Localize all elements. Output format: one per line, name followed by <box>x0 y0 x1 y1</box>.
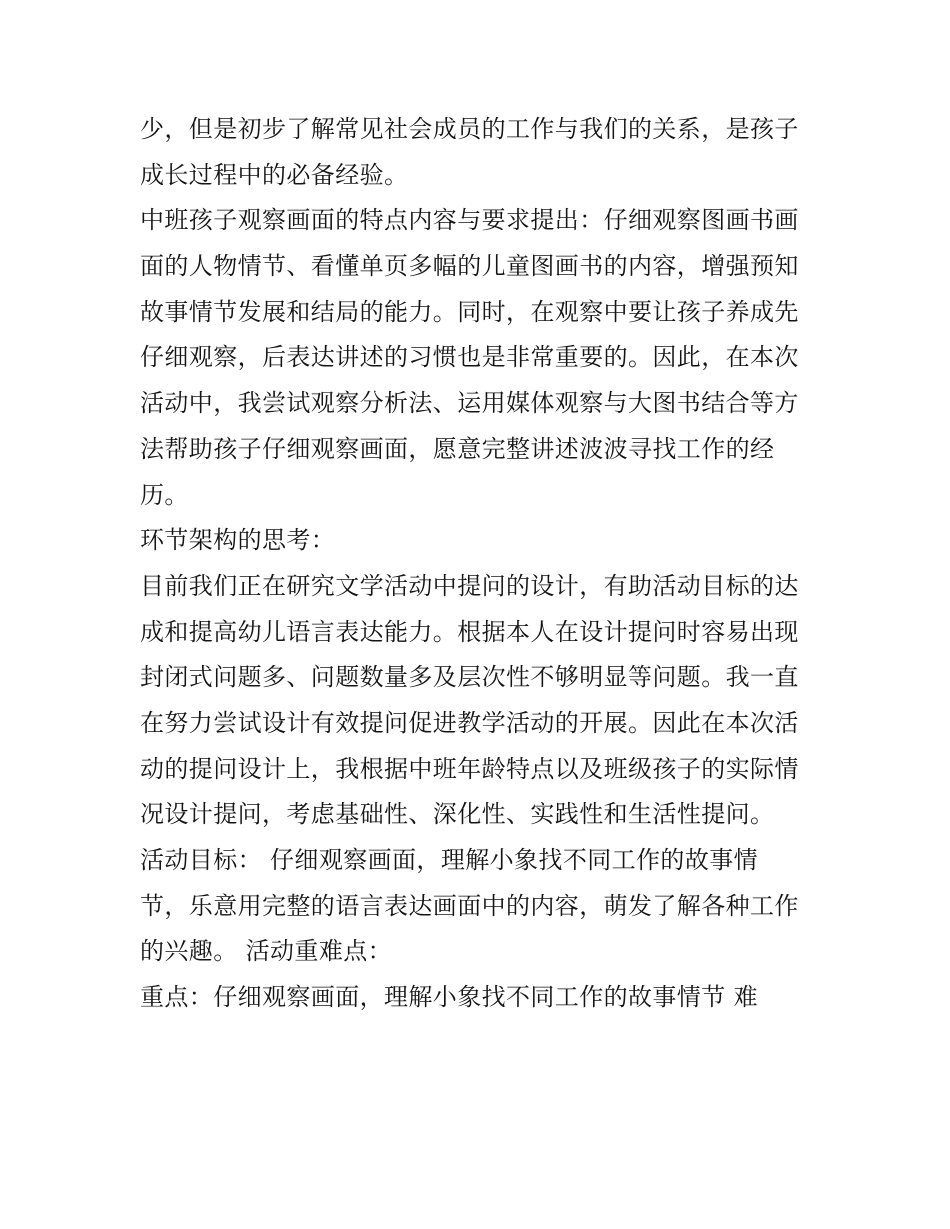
text-line: 封闭式问题多、问题数量多及层次性不够明显等问题。我一直 <box>140 663 799 692</box>
text-line: 重点：仔细观察画面，理解小象找不同工作的故事情节 难 <box>140 983 759 1012</box>
text-line: 成长过程中的必备经验。 <box>140 160 409 189</box>
text-line: 节，乐意用完整的语言表达画面中的内容，萌发了解各种工作 <box>140 891 799 920</box>
text-line: 少，但是初步了解常见社会成员的工作与我们的关系，是孩子 <box>140 115 799 143</box>
text-line: 活动目标： 仔细观察画面，理解小象找不同工作的故事情 <box>140 846 759 874</box>
text-line: 况设计提问，考虑基础性、深化性、实践性和生活性提问。 <box>140 800 775 829</box>
body-text <box>140 107 830 1021</box>
text-line: 目前我们正在研究文学活动中提问的设计，有助活动目标的达 <box>140 571 799 600</box>
text-line: 活动中，我尝试观察分析法、运用媒体观察与大图书结合等方 <box>140 389 799 418</box>
text-line: 动的提问设计上，我根据中班年龄特点以及班级孩子的实际情 <box>140 754 799 783</box>
text-line: 故事情节发展和结局的能力。同时，在观察中要让孩子养成先 <box>140 297 799 326</box>
text-line: 成和提高幼儿语言表达能力。根据本人在设计提问时容易出现 <box>140 617 799 646</box>
text-line: 法帮助孩子仔细观察画面，愿意完整讲述波波寻找工作的经 <box>140 434 775 463</box>
text-line: 面的人物情节、看懂单页多幅的儿童图画书的内容，增强预知 <box>140 252 799 281</box>
text-line: 历。 <box>140 480 189 509</box>
section-heading: 环节架构的思考： <box>140 526 336 555</box>
text-line: 的兴趣。 活动重难点： <box>140 937 393 966</box>
text-line: 在努力尝试设计有效提问促进教学活动的开展。因此在本次活 <box>140 708 799 737</box>
text-line: 仔细观察，后表达讲述的习惯也是非常重要的。因此，在本次 <box>140 343 799 372</box>
text-line: 中班孩子观察画面的特点内容与要求提出：仔细观察图画书画 <box>140 206 799 235</box>
